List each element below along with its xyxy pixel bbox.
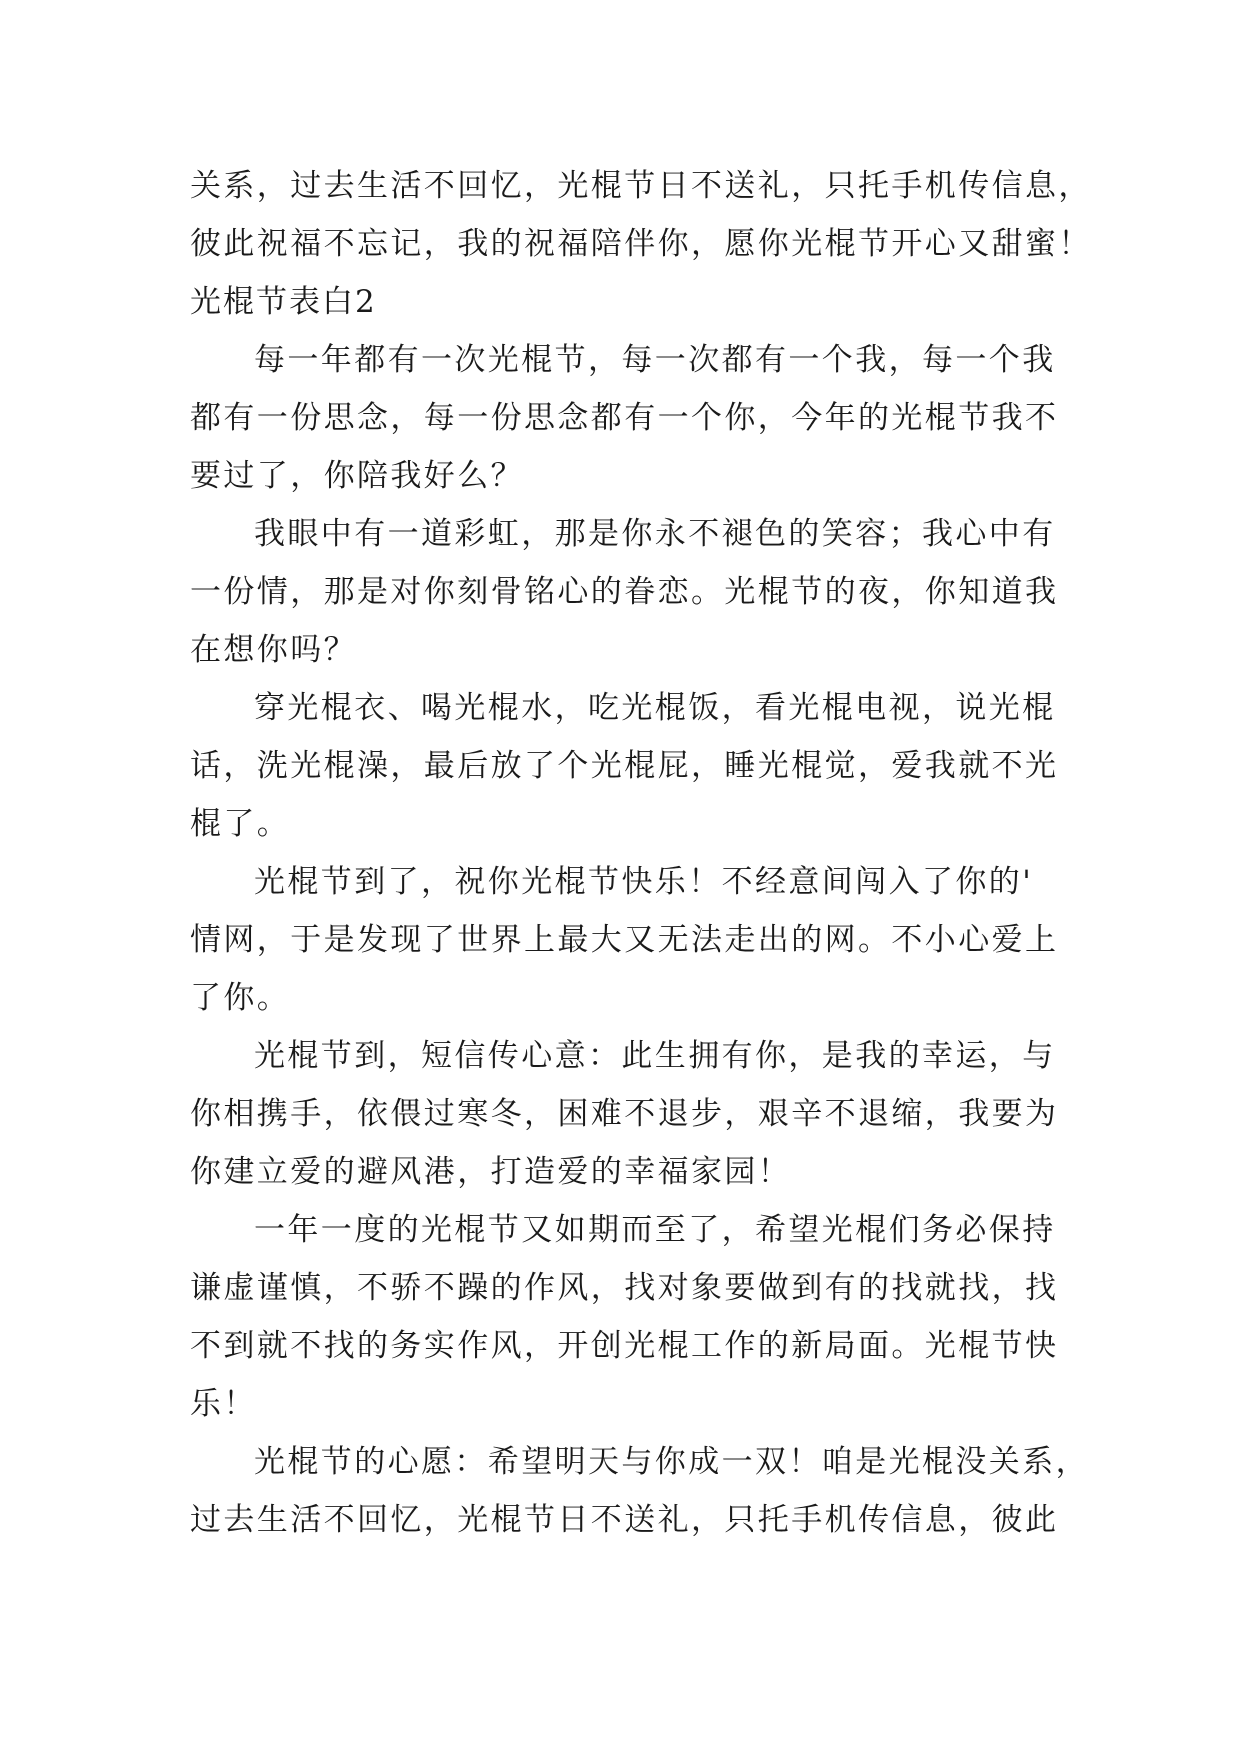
text-line: 话，洗光棍澡，最后放了个光棍屁，睡光棍觉，爱我就不光	[190, 748, 1059, 784]
text-line: 光棍节的心愿：希望明天与你成一双！咱是光棍没关系，	[254, 1444, 1089, 1480]
text-line: 了你。	[190, 980, 291, 1016]
text-line: 彼此祝福不忘记，我的祝福陪伴你，愿你光棍节开心又甜蜜！	[190, 226, 1092, 262]
text-line: 一份情，那是对你刻骨铭心的眷恋。光棍节的夜，你知道我	[190, 574, 1059, 610]
text-line: 每一年都有一次光棍节，每一次都有一个我，每一个我	[254, 342, 1056, 378]
text-line: 一年一度的光棍节又如期而至了，希望光棍们务必保持	[254, 1212, 1056, 1248]
section-heading: 光棍节表白2	[190, 284, 377, 320]
text-line: 过去生活不回忆，光棍节日不送礼，只托手机传信息，彼此	[190, 1502, 1059, 1538]
text-line: 穿光棍衣、喝光棍水，吃光棍饭，看光棍电视，说光棍	[254, 690, 1056, 726]
text-line: 光棍节到了，祝你光棍节快乐！不经意间闯入了你的'	[254, 864, 1034, 900]
text-line: 谦虚谨慎，不骄不躁的作风，找对象要做到有的找就找，找	[190, 1270, 1059, 1306]
text-line: 要过了，你陪我好么？	[190, 458, 524, 494]
document-body	[190, 157, 1092, 1549]
text-line: 在想你吗？	[190, 632, 357, 668]
text-line: 你相携手，依偎过寒冬，困难不退步，艰辛不退缩，我要为	[190, 1096, 1059, 1132]
text-line: 关系，过去生活不回忆，光棍节日不送礼，只托手机传信息，	[190, 168, 1092, 204]
text-line: 你建立爱的避风港，打造爱的幸福家园！	[190, 1154, 792, 1190]
text-line: 不到就不找的务实作风，开创光棍工作的新局面。光棍节快	[190, 1328, 1059, 1364]
text-line: 乐！	[190, 1386, 257, 1422]
text-line: 情网，于是发现了世界上最大又无法走出的网。不小心爱上	[190, 922, 1059, 958]
text-line: 都有一份思念，每一份思念都有一个你，今年的光棍节我不	[190, 400, 1059, 436]
text-line: 光棍节到，短信传心意：此生拥有你，是我的幸运，与	[254, 1038, 1056, 1074]
text-line: 我眼中有一道彩虹，那是你永不褪色的笑容；我心中有	[254, 516, 1056, 552]
text-line: 棍了。	[190, 806, 291, 842]
